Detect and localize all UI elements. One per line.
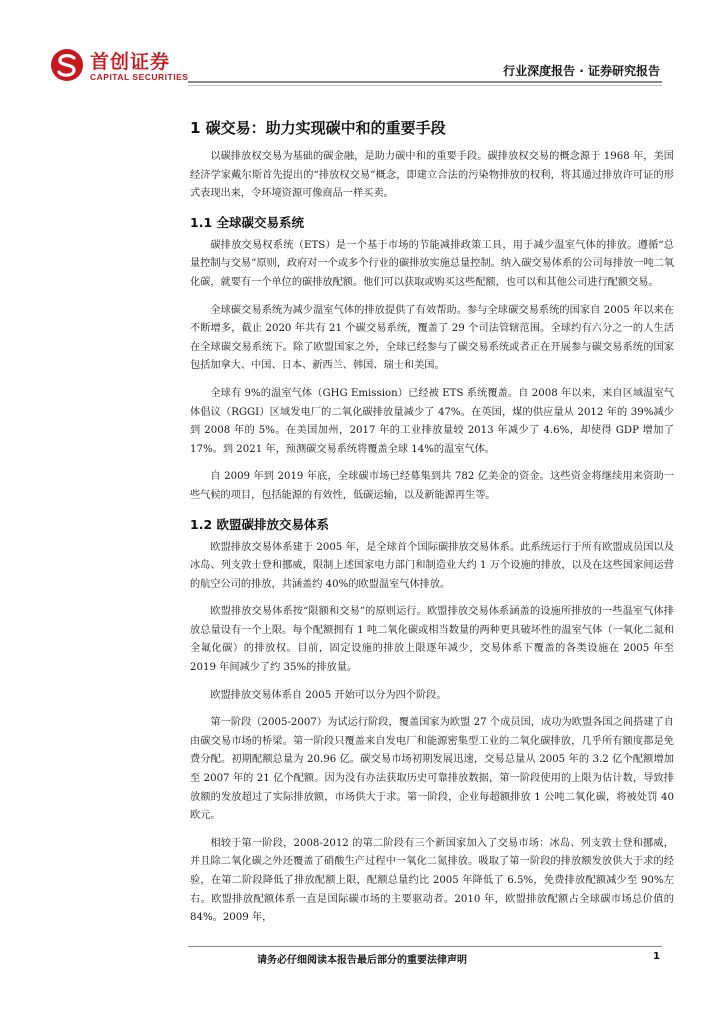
company-logo xyxy=(50,46,190,86)
section-1-1-title: 1.1 全球碳交易系统 xyxy=(190,214,304,230)
section-1-2-title: 1.2 欧盟碳排放交易体系 xyxy=(190,516,329,532)
section-1-1-paragraph: 自 2009 年到 2019 年底，全球碳市场已经募集到共 782 亿美金的资金。这些资金将继续用来资助一些气候的项目，包括能源的有效性，低碳运输，以及新能源再生等。 xyxy=(190,471,674,501)
report-type-label: 行业深度报告 · 证券研究报告 xyxy=(503,64,660,78)
section-1-1-paragraph: 碳排放交易权系统（ETS）是一个基于市场的节能减排政策工具，用于减少温室气体的排放。遵循“总量控制与交易”原则，政府对一个或多个行业的碳排放实施总量控制。纳入碳交易体系的公司每排放一吨二氧化碳，就要有一个单位的碳排放配额。他们可以获取或购买这些配额，也可以和其他公司进行配额交易。 xyxy=(190,239,675,288)
section-1-2-paragraph: 第一阶段（2005-2007）为试运行阶段，覆盖国家为欧盟 27 个成员国，成功为欧盟各国之间搭建了自由碳交易市场的桥梁。第一阶段只覆盖来自发电厂和能源密集型工业的二氧化碳排放，几乎所有额度都是免费分配。初期配额总量为 20.96 亿。碳交易市场初期发展迅速，交易总量从 2005 年的 3.2 亿个配额增加至 2007 年的 21 亿个配额。因为没有办法获取历史可靠排放数据，第一阶段使用的上限为估计数，导致排放额的发放超过了实际排放额，市场供大于求。第一阶段，企业每超额排放 1 公吨二氧化碳，将被处罚 40 欧元。 xyxy=(190,717,674,822)
section-1-1-paragraph: 全球有 9%的温室气体（GHG Emission）已经被 ETS 系统覆盖。自 2008 年以来，来自区域温室气体倡议（RGGI）区域发电厂的二氧化碳排放量减少了 47%。在英国，煤的供应量从 2012 年的 39%减少到 2008 年的 5%。在美国加州，2017 年的工业排放量较 2013 年减少了 4.6%，却使得 GDP 增加了 17%。到 2021 年，预测碳交易系统将覆盖全球 14%的温室气体。 xyxy=(190,387,674,455)
header-divider-thin xyxy=(188,85,662,86)
section-1-title: 1 碳交易：助力实现碳中和的重要手段 xyxy=(190,119,446,137)
legal-disclaimer-notice: 请务必仔细阅读本报告最后部分的重要法律声明 xyxy=(257,955,467,966)
section-1-1-paragraph: 全球碳交易系统为减少温室气体的排放提供了有效帮助。参与全球碳交易系统的国家自 2005 年以来在不断增多，截止 2020 年共有 21 个碳交易系统，覆盖了 29 个司法管辖范围。全球约有六分之一的人生活在全球碳交易系统下。除了欧盟国家之外，全球已经参与了碳交易系统或者正在开展参与碳交易系统的国家包括加拿大、中国、日本、新西兰、韩国、瑞士和美国。 xyxy=(190,304,674,372)
logo-chinese-name: 首创证券 xyxy=(90,51,171,73)
section-1-2-paragraph: 相较于第一阶段，2008-2012 的第二阶段有三个新国家加入了交易市场：冰岛、列支敦士登和挪威，并且除二氧化碳之外还覆盖了硝酸生产过程中一氧化二氮排放。吸取了第一阶段的排放额发放供大于求的经验，在第二阶段降低了排放配额上限，配额总量约比 2005 年降低了 6.5%，免费排放配额减少至 90%左右。欧盟排放配额体系一直是国际碳市场的主要驱动者。2010 年，欧盟排放配额占全球碳市场总价值的 84%。2009 年， xyxy=(190,837,674,924)
page-number: 1 xyxy=(653,951,660,962)
section-1-2-paragraph: 欧盟排放交易体系建于 2005 年，是全球首个国际碳排放交易体系。此系统运行于所有欧盟成员国以及冰岛、列支敦士登和挪威，限制上述国家电力部门和制造业大约 1 万个设施的排放，以及在这些国家间运营的航空公司的排放，共涵盖约 40%的欧盟温室气体排放。 xyxy=(190,541,674,590)
section-1-2-paragraph: 欧盟排放交易体系自 2005 开始可以分为四个阶段。 xyxy=(210,689,447,701)
section-1-2-paragraph: 欧盟排放交易体系按“限额和交易”的原则运行。欧盟排放交易体系涵盖的设施所排放的一些温室气体排放总量设有一个上限。每个配额拥有 1 吨二氧化碳或相当数量的两种更具破坏性的温室气体（一氧化二氮和全氟化碳）的排放权。目前，固定设施的排放上限逐年减少，交易体系下覆盖的各类设施在 2005 年至 2019 年间减少了约 35%的排放量。 xyxy=(190,606,674,674)
logo-english-name: CAPITAL SECURITIES xyxy=(90,72,189,82)
capital-securities-logo-icon xyxy=(50,48,84,82)
report-body xyxy=(190,117,674,937)
header-divider xyxy=(188,81,662,83)
footer-divider xyxy=(188,946,662,947)
section-1-intro: 以碳排放权交易为基础的碳金融，是助力碳中和的重要手段。碳排放权交易的概念源于 1968 年，美国经济学家戴尔斯首先提出的“排放权交易”概念，即建立合法的污染物排放的权利，将其通过排放许可证的形式表现出来，令环境资源可像商品一样买卖。 xyxy=(190,151,674,200)
